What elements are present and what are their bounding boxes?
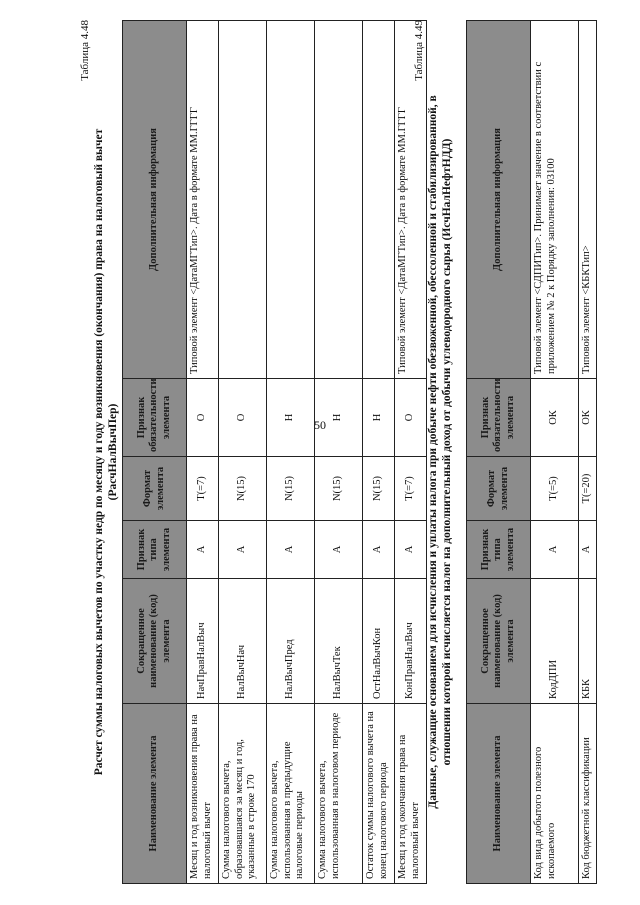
header-cell: Наименование элемента — [467, 704, 531, 884]
element-type: А — [531, 521, 579, 579]
header-cell: Признак обязательности элемента — [123, 379, 187, 457]
element-info — [219, 21, 267, 379]
header-cell: Дополнительная информация — [123, 21, 187, 379]
table-title — [92, 20, 122, 884]
elements-table — [122, 20, 427, 884]
element-required: О — [395, 379, 427, 457]
header-cell: Сокращенное наименование (код) элемента — [467, 579, 531, 704]
header-cell: Формат элемента — [467, 457, 531, 521]
table-row — [315, 21, 363, 884]
header-cell: Сокращенное наименование (код) элемента — [123, 579, 187, 704]
header-cell: Наименование элемента — [123, 704, 187, 884]
element-code: НалВычНач — [219, 579, 267, 704]
element-required: Н — [315, 379, 363, 457]
element-info: Типовой элемент <ДатаМГТип>. Дата в формате ММ.ГГГГ — [395, 21, 427, 379]
table-row — [531, 21, 579, 884]
table-row — [187, 21, 219, 884]
element-code: НачПравНалВыч — [187, 579, 219, 704]
element-info — [363, 21, 395, 379]
element-name: Код вида добытого полезного ископаемого — [531, 704, 579, 884]
table-row — [363, 21, 395, 884]
element-format: Т(=7) — [187, 457, 219, 521]
table-row — [267, 21, 315, 884]
element-name: Месяц и год окончания права на налоговый вычет — [395, 704, 427, 884]
element-format: N(15) — [315, 457, 363, 521]
element-code: НалВычПред — [267, 579, 315, 704]
header-cell: Формат элемента — [123, 457, 187, 521]
element-name: Сумма налогового вычета, образовавшаяся за месяц и год, указанные в строке 170 — [219, 704, 267, 884]
element-name: Остаток суммы налогового вычета на конец налогового периода — [363, 704, 395, 884]
element-name: Код бюджетной классификации — [579, 704, 597, 884]
element-info — [267, 21, 315, 379]
table-caption: Таблица 4.49 — [413, 20, 425, 81]
table-header-row — [467, 21, 531, 884]
element-type: А — [579, 521, 597, 579]
element-format: N(15) — [363, 457, 395, 521]
element-name: Месяц и год возникновения права на налоговый вычет — [187, 704, 219, 884]
table-row — [579, 21, 597, 884]
element-required: Н — [363, 379, 395, 457]
element-info: Типовой элемент <СДПИТип>. Принимает значение в соответствии с приложением № 2 к Порядку заполнения: 03100 — [531, 21, 579, 379]
table-title-line: Расчет суммы налоговых вычетов по участку недр по месяцу и году возникновения (окончания) права на налоговый вычет — [93, 128, 105, 776]
element-info: Типовой элемент <КБКТип> — [579, 21, 597, 379]
header-cell: Признак типа элемента — [467, 521, 531, 579]
element-info: Типовой элемент <ДатаМГТип>. Дата в формате ММ.ГГГГ — [187, 21, 219, 379]
element-required: О — [219, 379, 267, 457]
element-required: Н — [267, 379, 315, 457]
element-code: КодДПИ — [531, 579, 579, 704]
element-format: Т(=20) — [579, 457, 597, 521]
element-format: N(15) — [267, 457, 315, 521]
element-required: О — [187, 379, 219, 457]
table-title-code: (РасчНалВычПер) — [107, 403, 119, 501]
header-cell: Дополнительная информация — [467, 21, 531, 379]
element-format: Т(=5) — [531, 457, 579, 521]
table-title-line: отношении которой исчисляется налог на дополнительный доход от добычи углеводородного сырья (ИсчНалНефтНДД) — [441, 138, 453, 766]
element-required: ОК — [531, 379, 579, 457]
element-code: ОстНалВычКон — [363, 579, 395, 704]
element-type: А — [363, 521, 395, 579]
element-type: А — [267, 521, 315, 579]
element-format: Т(=7) — [395, 457, 427, 521]
element-required: ОК — [579, 379, 597, 457]
element-format: N(15) — [219, 457, 267, 521]
element-code: НалВычТек — [315, 579, 363, 704]
element-type: А — [395, 521, 427, 579]
table-4-49-block — [412, 20, 637, 884]
page-number: 50 — [314, 418, 326, 432]
header-cell: Признак обязательности элемента — [467, 379, 531, 457]
header-cell: Признак типа элемента — [123, 521, 187, 579]
element-type: А — [187, 521, 219, 579]
element-name: Сумма налогового вычета, использованная в налоговом периоде — [315, 704, 363, 884]
elements-table — [466, 20, 597, 884]
table-row — [219, 21, 267, 884]
element-type: А — [219, 521, 267, 579]
element-type: А — [315, 521, 363, 579]
element-code: КонПравНалВыч — [395, 579, 427, 704]
table-title — [426, 20, 466, 884]
element-name: Сумма налогового вычета, использованная в предыдущие налоговые периоды — [267, 704, 315, 884]
element-code: КБК — [579, 579, 597, 704]
table-caption: Таблица 4.48 — [79, 20, 91, 81]
table-title-line: Данные, служащие основанием для исчисления и уплаты налога при добыче нефти обезвоженной, обессоленной и стабилизированной, в — [427, 95, 439, 809]
element-info — [315, 21, 363, 379]
table-header-row — [123, 21, 187, 884]
